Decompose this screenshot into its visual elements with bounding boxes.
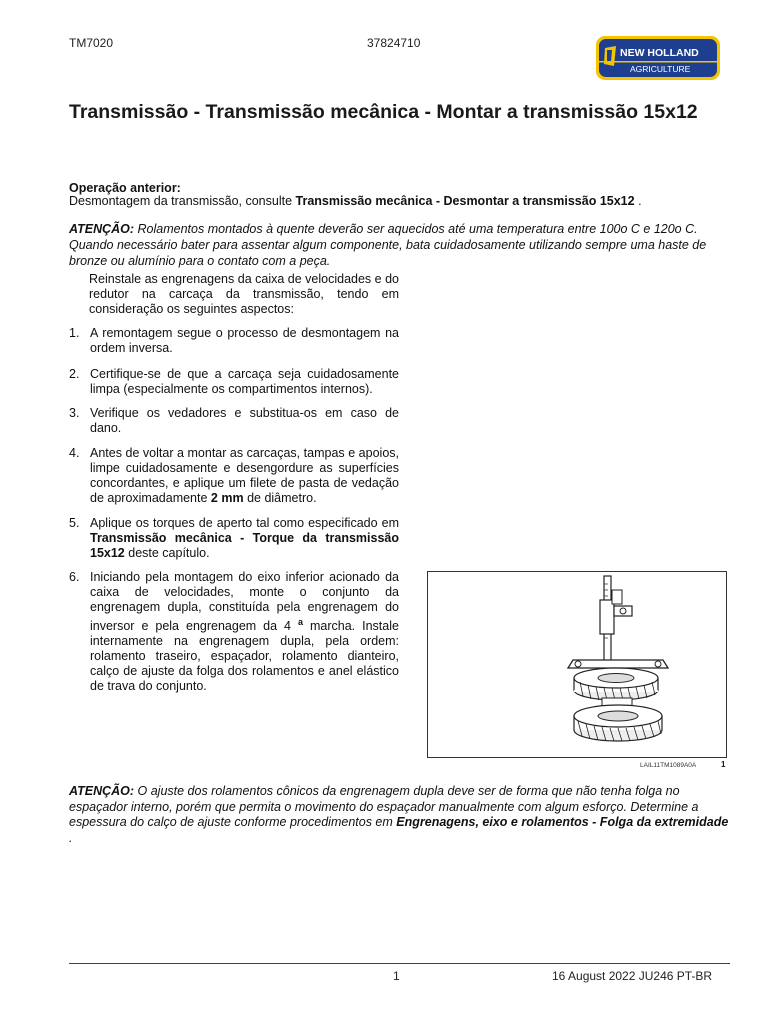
list-item: 3. Verifique os vedadores e substitua-os em caso de dano. [69, 406, 399, 435]
intro-paragraph: Reinstale as engrenagens da caixa de velocidades e do redutor na carcaça da transmissão, tendo em consideração os seguintes aspectos: [89, 272, 399, 316]
page-number: 1 [393, 969, 400, 983]
list-item: 6. Iniciando pela montagem do eixo inferior acionado da caixa de velocidades, monte o conjunto da engrenagem dupla, constituída pela engrenagem do inversor e pela engrenagem da 4 $^a$ marcha. Instale internamente na engrenagem dupla, pela ordem: rolamento traseiro, espaçador, rolamento dianteiro, calço de ajuste da folga dos rolamentos e anel elástico de trava do conjunto. [69, 570, 399, 694]
list-item: 5. Aplique os torques de aperto tal como especificado em Transmissão mecânica - Torque da transmissão 15x12 deste capítulo. [69, 516, 399, 560]
page-title: Transmissão - Transmissão mecânica - Montar a transmissão 15x12 [69, 101, 698, 123]
part-number: 37824710 [367, 36, 421, 50]
footer-date-code: 16 August 2022 JU246 PT-BR [552, 969, 713, 983]
gear-measurement-illustration [427, 571, 727, 758]
footer-divider [69, 963, 730, 964]
previous-operation-link[interactable]: Transmissão mecânica - Desmontar a transmissão 15x12 [295, 194, 635, 208]
attention-label: ATENÇÃO: [69, 784, 135, 798]
logo-sub-text: AGRICULTURE [630, 64, 691, 74]
previous-operation-text: Desmontagem da transmissão, consulte Transmissão mecânica - Desmontar a transmissão 15x12 . [69, 194, 642, 208]
list-item: 4. Antes de voltar a montar as carcaças, tampas e apoios, limpe cuidadosamente e desengordure as superfícies concordantes, e aplique um filete de pasta de vedação de aproximadamente 2 mm de diâmetro. [69, 446, 399, 505]
logo-brand-text: NEW HOLLAND [620, 47, 699, 59]
end-play-link[interactable]: Engrenagens, eixo e rolamentos - Folga da extremidade [396, 815, 729, 829]
manual-code: TM7020 [69, 36, 114, 50]
sealant-diameter-value: 2 mm [210, 491, 244, 505]
figure-code: LAIL11TM1089A0A [640, 762, 697, 769]
list-item: 1. A remontagem segue o processo de desmontagem na ordem inversa. [69, 326, 399, 355]
attention-note-1: ATENÇÃO: Rolamentos montados à quente deverão ser aquecidos até uma temperatura entre 100o C e 120o C. Quando necessário bater para assentar algum componente, bata cuidadosamente utilizando sempre uma haste de bronze ou alumínio para o contato com a peça. [69, 222, 707, 268]
list-item: 2. Certifique-se de que a carcaça seja cuidadosamente limpa (especialmente os compartimentos internos). [69, 367, 399, 396]
attention-note-2: ATENÇÃO: O ajuste dos rolamentos cônicos da engrenagem dupla deve ser de forma que não tenha folga no espaçador interno, porém que permita o movimento do espaçador manualmente com algum esforço. Determine a espessura do calço de ajuste conforme procedimentos em Engrenagens, eixo e rolamentos - Folga da extremidade . [69, 784, 729, 845]
figure-number: 1 [721, 760, 726, 769]
torque-link[interactable]: Transmissão mecânica - Torque da transmissão 15x12 [90, 531, 399, 560]
new-holland-logo [596, 36, 720, 80]
attention-label: ATENÇÃO: [69, 222, 135, 236]
previous-operation-label: Operação anterior: [69, 181, 181, 195]
